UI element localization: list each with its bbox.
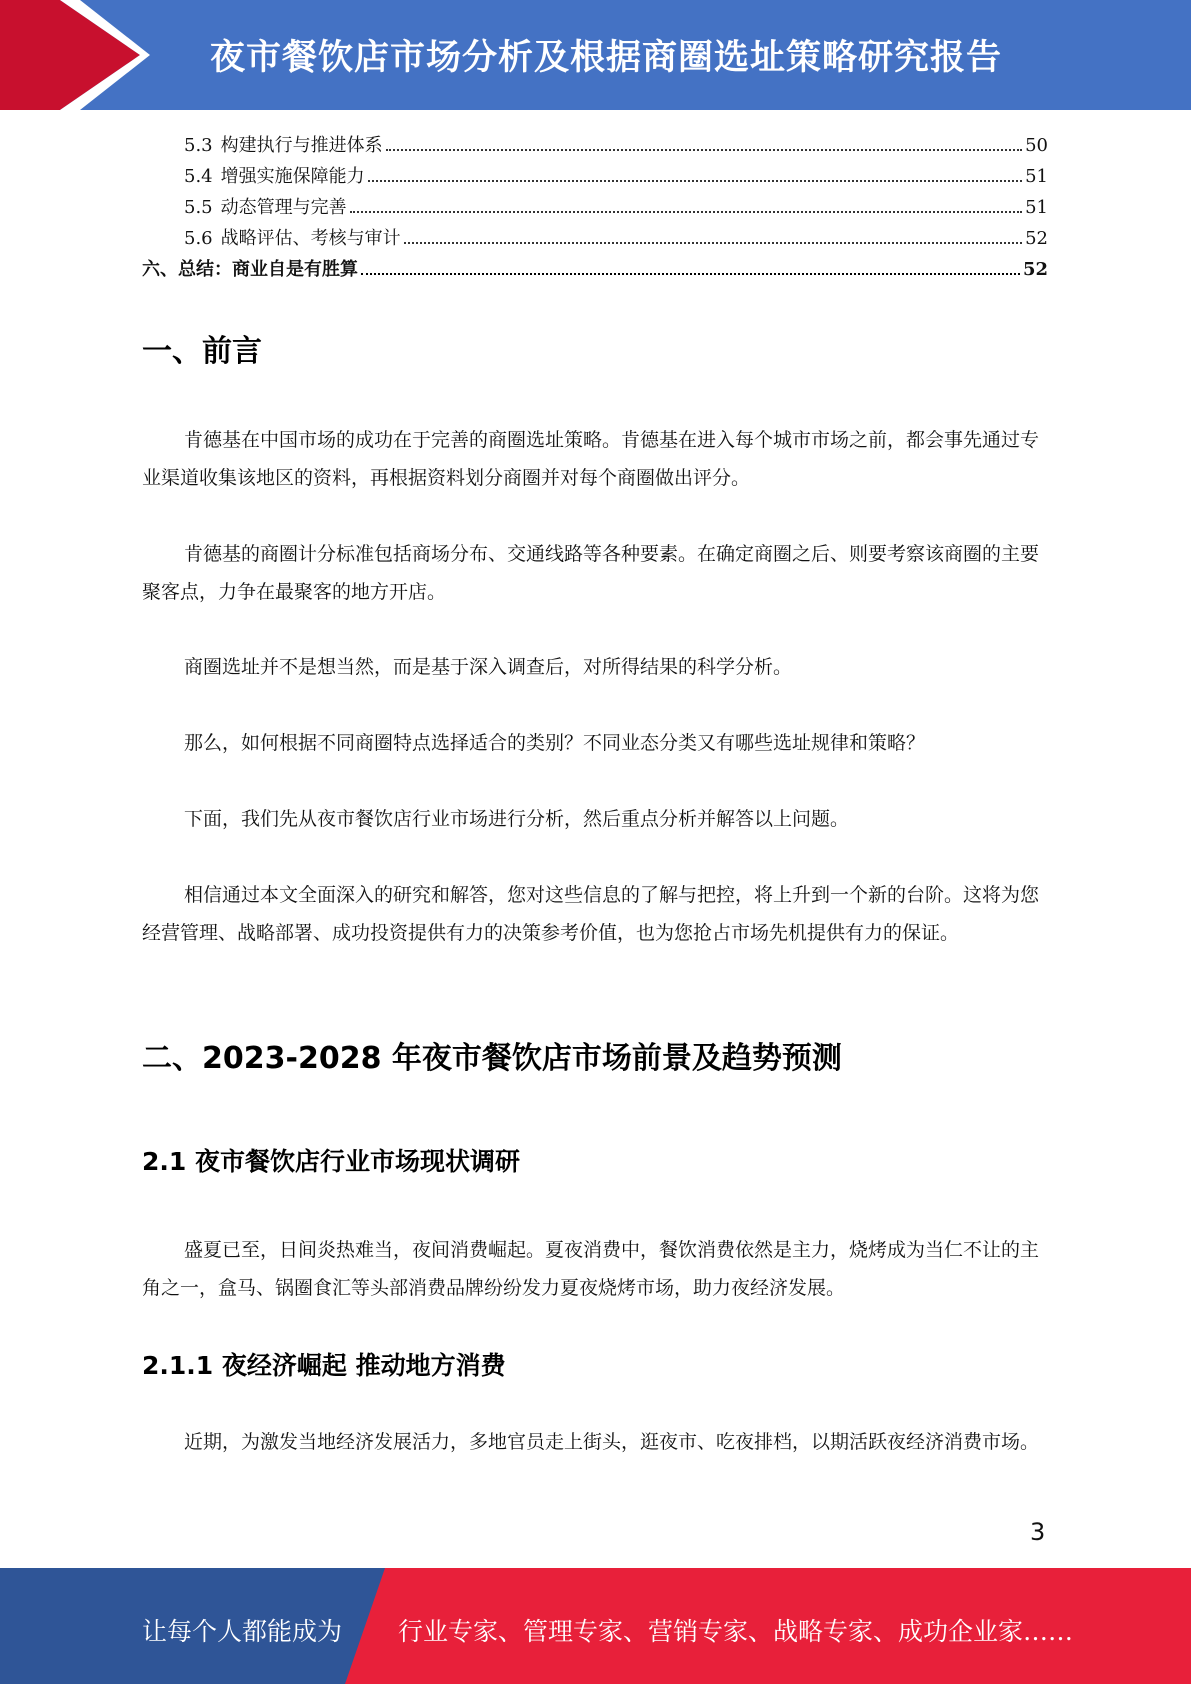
- footer-slogan-left: 让每个人都能成为: [142, 1617, 343, 1646]
- preface-heading: 一、前言: [142, 334, 262, 369]
- toc-entry-page: 52: [1025, 228, 1048, 249]
- page-header: [0, 0, 1191, 110]
- night-economy-heading: 2.1.1 夜经济崛起 推动地方消费: [142, 1351, 506, 1380]
- night-economy-paragraph: 近期，为激发当地经济发展活力，多地官员走上街头，逛夜市、吃夜排档，以期活跃夜经济消费市场。: [184, 1431, 1040, 1453]
- toc-leader-dots: [404, 241, 1022, 244]
- forecast-heading: 二、2023-2028 年夜市餐饮店市场前景及趋势预测: [142, 1041, 842, 1076]
- toc-entry-number: 5.5: [184, 197, 213, 218]
- survey-paragraph: 盛夏已至，日间炎热难当，夜间消费崛起。夏夜消费中，餐饮消费依然是主力，烧烤成为当仁不让的主角之一，盒马、锅圈食汇等头部消费品牌纷纷发力夏夜烧烤市场，助力夜经济发展。: [142, 1239, 1040, 1299]
- preface-paragraph-3: 商圈选址并不是想当然，而是基于深入调查后，对所得结果的科学分析。: [184, 656, 793, 678]
- toc-leader-dots: [386, 148, 1022, 151]
- toc-entry-5-6[interactable]: [142, 223, 1048, 254]
- toc-entry-label: 动态管理与完善: [220, 197, 347, 218]
- toc-entry-label: 战略评估、考核与审计: [220, 228, 401, 249]
- report-title: 夜市餐饮店市场分析及根据商圈选址策略研究报告: [210, 38, 1003, 78]
- page-footer: [0, 1568, 1191, 1684]
- preface-paragraph-4: 那么，如何根据不同商圈特点选择适合的类别？不同业态分类又有哪些选址规律和策略？: [184, 732, 926, 754]
- toc-entry-number: 5.6: [184, 228, 213, 249]
- toc-leader-dots: [361, 272, 1020, 275]
- preface-paragraph-2: 肯德基的商圈计分标准包括商场分布、交通线路等各种要素。在确定商圈之后、则要考察该商圈的主要聚客点，力争在最聚客的地方开店。: [142, 543, 1040, 603]
- toc-entry-page: 50: [1025, 135, 1048, 156]
- toc-entry-label: 增强实施保障能力: [220, 166, 365, 187]
- toc-entry-number: 5.4: [184, 166, 213, 187]
- toc-entry-label: 构建执行与推进体系: [220, 135, 383, 156]
- survey-heading: 2.1 夜市餐饮店行业市场现状调研: [142, 1147, 520, 1176]
- footer-slogan-right: 行业专家、管理专家、营销专家、战略专家、成功企业家……: [398, 1617, 1074, 1646]
- preface-paragraph-6: 相信通过本文全面深入的研究和解答，您对这些信息的了解与把控，将上升到一个新的台阶。这将为您经营管理、战略部署、成功投资提供有力的决策参考价值，也为您抢占市场先机提供有力的保证。: [142, 884, 1040, 944]
- preface-paragraph-5: 下面，我们先从夜市餐饮店行业市场进行分析，然后重点分析并解答以上问题。: [184, 808, 850, 830]
- preface-paragraph-1: 肯德基在中国市场的成功在于完善的商圈选址策略。肯德基在进入每个城市市场之前，都会事先通过专业渠道收集该地区的资料，再根据资料划分商圈并对每个商圈做出评分。: [142, 429, 1040, 489]
- toc-entry-page: 51: [1025, 166, 1048, 187]
- toc-entry-5-3[interactable]: [142, 130, 1048, 161]
- toc-entry-number: 5.3: [184, 135, 213, 156]
- toc-entry-page: 52: [1022, 259, 1048, 280]
- page-number: 3: [1030, 1518, 1046, 1546]
- toc-entry-5-5[interactable]: [142, 192, 1048, 223]
- toc-entry-label: 六、总结：商业自是有胜算: [142, 259, 358, 280]
- table-of-contents: [142, 130, 1048, 285]
- toc-entry-page: 51: [1025, 197, 1048, 218]
- toc-entry-chapter-6[interactable]: [142, 254, 1048, 285]
- toc-leader-dots: [350, 210, 1022, 213]
- toc-leader-dots: [368, 179, 1022, 182]
- toc-entry-5-4[interactable]: [142, 161, 1048, 192]
